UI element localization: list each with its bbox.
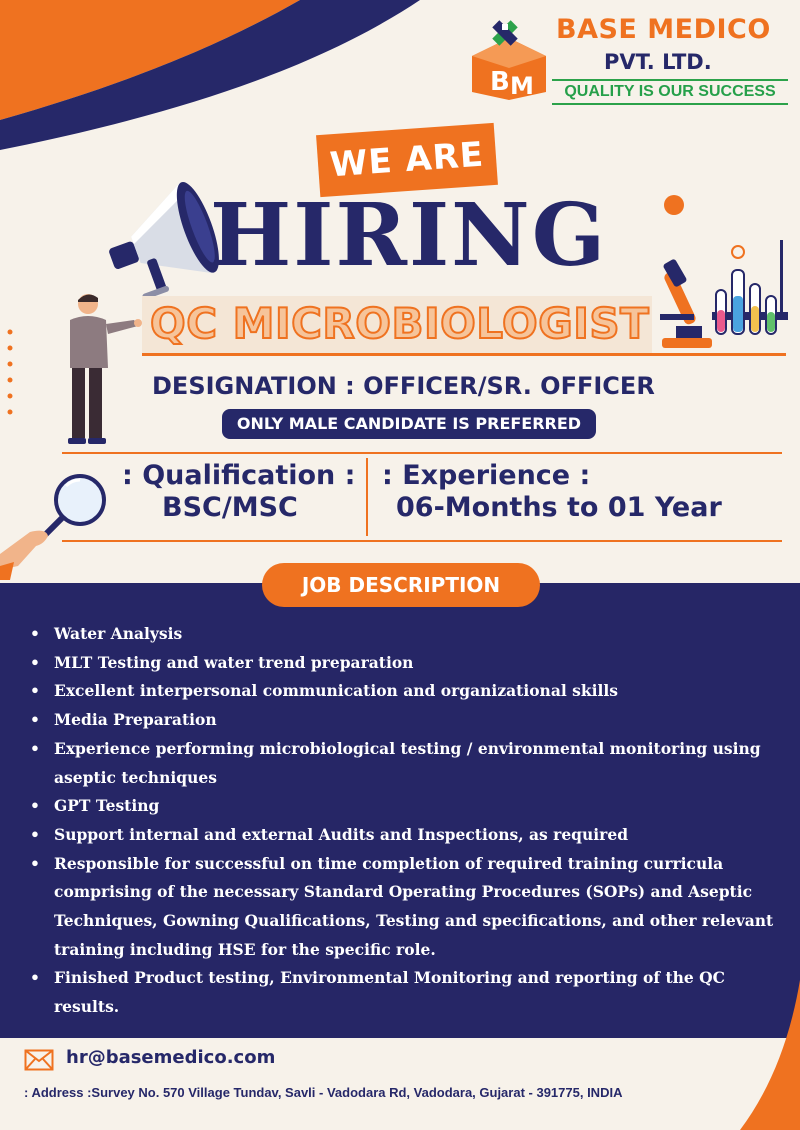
job-description-list <box>26 620 791 1022</box>
preference-badge <box>222 409 596 439</box>
list-item <box>26 677 791 706</box>
mail-icon <box>24 1049 54 1071</box>
list-item <box>26 620 791 649</box>
brand-tagline: QUALITY IS OUR SUCCESS <box>564 83 776 100</box>
list-item-text: Media Preparation <box>54 710 217 730</box>
designation-text: DESIGNATION : OFFICER/SR. OFFICER <box>152 372 655 400</box>
position-title-underline <box>142 353 786 356</box>
list-item <box>26 821 791 850</box>
list-item <box>26 649 791 678</box>
hiring-heading: HIRING <box>210 185 608 286</box>
decorative-dot <box>664 195 684 215</box>
list-item-text: Water Analysis <box>54 624 183 643</box>
brand-sub: PVT. LTD. <box>604 50 712 74</box>
list-item <box>26 706 791 735</box>
bullet-icon: • <box>30 738 40 758</box>
list-item <box>26 735 791 792</box>
list-item <box>26 964 791 1021</box>
bullet-icon: • <box>30 652 40 672</box>
list-item-text: GPT Testing <box>54 796 160 816</box>
experience-value: 06-Months to 01 Year <box>396 492 722 523</box>
list-item <box>26 792 791 821</box>
bullet-icon: • <box>30 796 40 816</box>
list-item-text: Responsible for successful on time completion of required training curricula comprising of the necessary Standard Operating Procedures (SOPs) and Aseptic Techniques, Gowning Qualifications, Testing and specifications, and other relevant training including HSE for the specific role. <box>54 853 774 959</box>
job-description-heading <box>262 563 540 607</box>
list-item-text: Support internal and external Audits and Inspections, as required <box>54 824 629 844</box>
divider-top <box>62 452 782 454</box>
svg-text:B: B <box>490 67 510 97</box>
svg-text:M: M <box>510 72 534 100</box>
experience-label: : Experience : <box>382 460 591 491</box>
position-title: QC MICROBIOLOGIST <box>150 299 650 348</box>
list-item-text: MLT Testing and water trend preparation <box>54 652 414 672</box>
tagline-box <box>552 79 788 105</box>
bullet-icon: • <box>30 624 40 643</box>
list-item-text: Finished Product testing, Environmental Monitoring and reporting of the QC results. <box>54 968 725 1017</box>
microscope-icon <box>660 258 712 348</box>
bullet-icon: • <box>30 853 40 873</box>
company-logo <box>470 20 548 100</box>
list-item <box>26 850 791 965</box>
contact-address: : Address :Survey No. 570 Village Tundav, Savli - Vadodara Rd, Vadodara, Gujarat - 391775, INDIA <box>24 1085 623 1100</box>
divider-bottom <box>62 540 782 542</box>
decorative-dots <box>6 328 14 418</box>
job-description-title: JOB DESCRIPTION <box>301 573 501 597</box>
bullet-icon: • <box>30 710 40 730</box>
qualification-value: BSC/MSC <box>162 492 298 523</box>
contact-email[interactable]: hr@basemedico.com <box>66 1047 276 1068</box>
person-illustration <box>58 290 148 450</box>
preference-text: ONLY MALE CANDIDATE IS PREFERRED <box>236 414 582 433</box>
magnifier-icon <box>0 470 110 580</box>
bullet-icon: • <box>30 968 40 988</box>
bullet-icon: • <box>30 824 40 844</box>
list-item-text: Excellent interpersonal communication and organizational skills <box>54 681 619 701</box>
divider-vertical <box>366 458 368 536</box>
we-are-text: WE ARE <box>328 134 486 186</box>
test-tubes-icon <box>712 240 788 334</box>
list-item-text: Experience performing microbiological testing / environmental monitoring using aseptic techniques <box>54 738 761 787</box>
bullet-icon: • <box>30 681 40 701</box>
brand-name: BASE MEDICO <box>556 14 771 45</box>
lab-equipment-illustration <box>652 240 792 360</box>
qualification-label: : Qualification : <box>122 460 356 491</box>
